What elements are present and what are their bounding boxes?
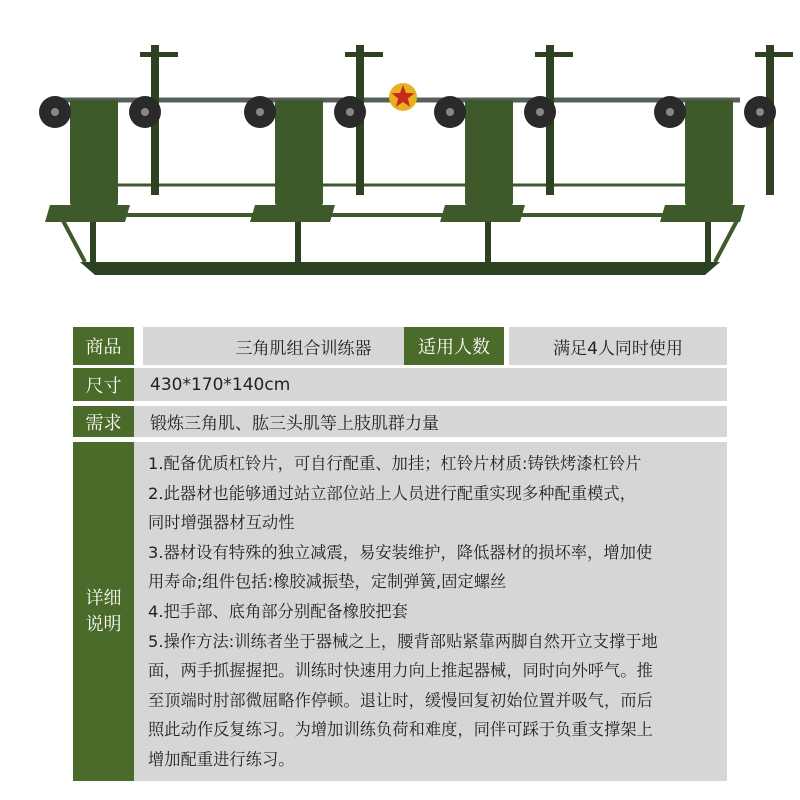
detail-line: 增加配重进行练习。 [148,749,295,769]
detail-line: 3.器材设有特殊的独立减震，易安装维护，降低器材的损坏率，增加使 [148,542,653,562]
requirement-row [73,406,727,437]
plate-hub [51,108,59,116]
plate-hub [446,108,454,116]
base-strut-right [715,215,740,262]
seat [660,205,745,222]
plate-hub [666,108,674,116]
seat-leg [485,222,491,262]
base-strut-left [60,215,85,262]
seat-leg [90,222,96,262]
size-row [73,368,727,401]
seat [45,205,130,222]
detail-line: 照此动作反复练习。为增加训练负荷和难度，同伴可踩于负重支撑架上 [148,720,653,740]
detail-line: 面，两手抓握握把。训练时快速用力向上推起器械，同时向外呼气。推 [148,661,653,681]
product-value: 三角肌组合训练器 [143,327,464,365]
users-value: 满足4人同时使用 [509,327,727,365]
base-frame [80,262,720,275]
post-cap [140,52,178,57]
plate-hub [536,108,544,116]
plate-hub [141,108,149,116]
plate-hub [256,108,264,116]
product-photo [0,0,800,310]
backrest [465,100,513,205]
detail-label-line2: 说明 [85,613,122,635]
detail-line: 至顶端时肘部微屈略作停顿。退让时，缓慢回复初始位置并吸气，而后 [148,690,653,710]
post-cap [345,52,383,57]
requirement-value: 锻炼三角肌、肱三头肌等上肢肌群力量 [134,406,727,437]
size-label: 尺寸 [73,368,134,401]
detail-line: 1.配备优质杠铃片，可自行配重、加挂；杠铃片材质:铸铁烤漆杠铃片 [148,454,642,473]
size-value: 430*170*140cm [134,368,727,401]
requirement-label: 需求 [73,406,134,437]
product-row [73,327,727,365]
detail-line: 用寿命;组件包括:橡胶减振垫，定制弹簧,固定螺丝 [148,572,507,592]
users-label: 适用人数 [404,327,504,365]
detail-line: 4.把手部、底角部分别配备橡胶把套 [148,601,408,621]
backrest [275,100,323,205]
detail-text [134,442,727,781]
post-cap [755,52,793,57]
detail-line: 5.操作方法:训练者坐于器械之上，腰背部贴紧靠两脚自然开立支撑于地 [148,631,658,651]
product-label: 商品 [73,327,134,365]
backrest [70,100,118,205]
backrest [685,100,733,205]
detail-row [73,442,727,781]
seat-leg [705,222,711,262]
post-cap [535,52,573,57]
detail-line: 2.此器材也能够通过站立部位站上人员进行配重实现多种配重模式， [148,483,636,503]
seat [440,205,525,222]
plate-hub [756,108,764,116]
detail-line: 同时增强器材互动性 [148,513,295,533]
plate-hub [346,108,354,116]
equipment-illustration [0,0,800,310]
seat-leg [295,222,301,262]
detail-label-line1: 详细 [85,587,122,609]
detail-label [73,442,134,781]
seat [250,205,335,222]
